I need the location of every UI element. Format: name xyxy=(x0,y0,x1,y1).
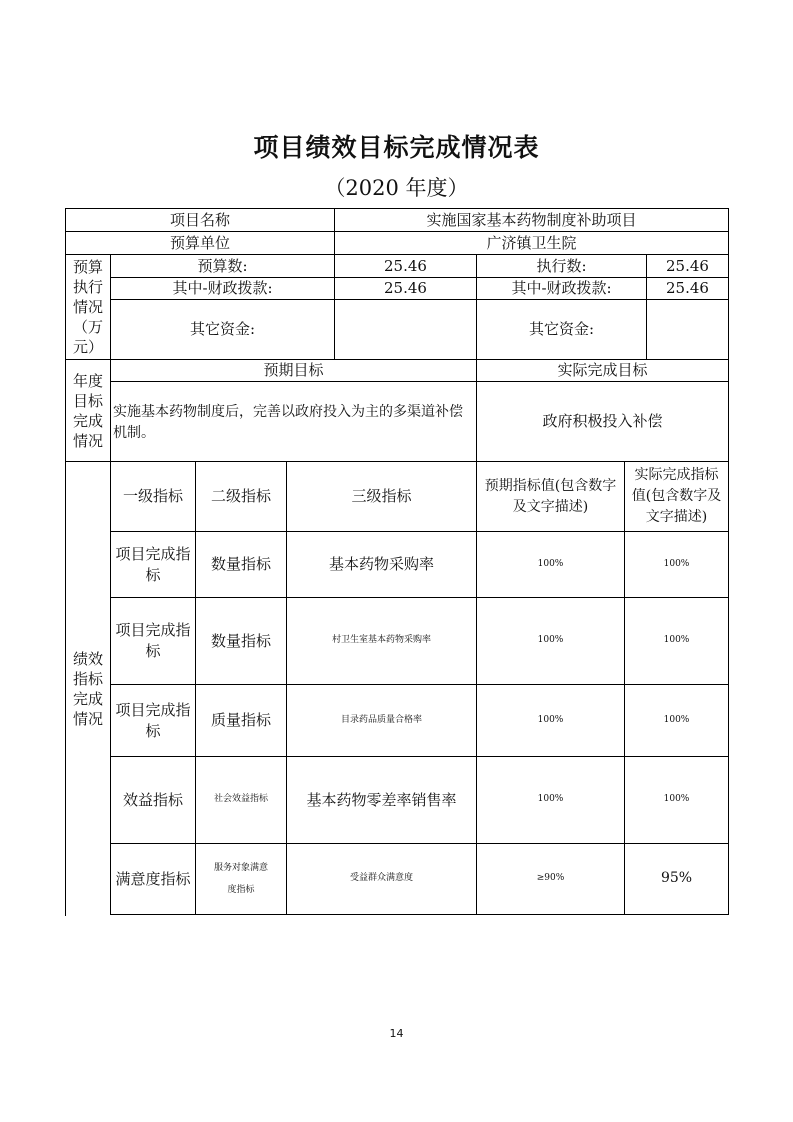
budget-amount-label: 预算数: xyxy=(197,256,248,275)
row-expected: 100% xyxy=(537,714,564,725)
actual-goal-text: 政府积极投入补偿 xyxy=(542,412,663,431)
row-level3: 基本药物采购率 xyxy=(328,555,434,574)
row-actual: 100% xyxy=(663,635,690,646)
budget-unit-label: 预算单位 xyxy=(169,233,230,252)
row-level2: 社会效益指标 xyxy=(213,794,268,805)
row-level1: 项目完成指标 xyxy=(115,544,191,584)
row-level3: 受益群众满意度 xyxy=(349,873,413,884)
project-name-value: 实施国家基本药物制度补助项目 xyxy=(426,210,637,229)
budget-amount-value: 25.46 xyxy=(384,256,427,275)
row-actual: 95% xyxy=(660,870,693,887)
perf-section-label: 绩效指标完成情况 xyxy=(72,649,103,728)
row-level1: 项目完成指标 xyxy=(115,621,191,660)
row-divider xyxy=(110,914,729,915)
table-border-right xyxy=(728,208,729,915)
row-level1: 项目完成指标 xyxy=(115,700,191,740)
fiscal-label-budget: 其中-财政拨款: xyxy=(172,279,273,298)
header-level2: 二级指标 xyxy=(210,487,271,506)
fiscal-label-exec: 其中-财政拨款: xyxy=(511,279,612,298)
row-level2: 服务对象满意度指标 xyxy=(214,863,269,895)
row-level3: 村卫生室基本药物采购率 xyxy=(331,635,431,646)
row-level3: 目录药品质量合格率 xyxy=(340,714,422,725)
actual-goal-header: 实际完成目标 xyxy=(557,361,648,380)
row-expected: ≥90% xyxy=(536,873,565,884)
expected-goal-text: 实施基本药物制度后，完善以政府投入为主的多渠道补偿机制。 xyxy=(113,404,463,441)
other-funds-label-exec: 其它资金: xyxy=(528,320,595,339)
expected-goal-header: 预期目标 xyxy=(263,361,324,380)
row-actual: 100% xyxy=(663,558,690,569)
row-level2: 质量指标 xyxy=(210,711,271,730)
row-level2: 数量指标 xyxy=(210,555,271,574)
fiscal-value-budget: 25.46 xyxy=(384,279,427,298)
page-number: 14 xyxy=(389,1027,404,1040)
row-actual: 100% xyxy=(663,794,690,805)
header-level1: 一级指标 xyxy=(122,487,183,506)
row-level3: 基本药物零差率销售率 xyxy=(306,790,457,809)
header-actual: 实际完成指标值(包含数字及文字描述) xyxy=(631,467,722,525)
row-expected: 100% xyxy=(537,635,564,646)
row-actual: 100% xyxy=(663,714,690,725)
row-level2: 数量指标 xyxy=(210,631,271,650)
row-expected: 100% xyxy=(537,794,564,805)
header-expected: 预期指标值(包含数字及文字描述) xyxy=(484,477,617,515)
exec-amount-value: 25.46 xyxy=(666,256,709,275)
project-name-label: 项目名称 xyxy=(169,210,230,229)
row-level1: 满意度指标 xyxy=(115,869,191,888)
page-title: 项目绩效目标完成情况表 xyxy=(253,133,540,162)
row-level1: 效益指标 xyxy=(122,790,183,809)
fiscal-value-exec: 25.46 xyxy=(666,279,709,298)
row-expected: 100% xyxy=(537,558,564,569)
other-funds-label-budget: 其它资金: xyxy=(189,320,256,339)
budget-unit-value: 广济镇卫生院 xyxy=(486,233,577,252)
budget-section-label: 预算执行情况（万元） xyxy=(72,258,103,356)
page-subtitle: （2020 年度） xyxy=(324,176,469,200)
header-level3: 三级指标 xyxy=(351,487,412,506)
exec-amount-label: 执行数: xyxy=(536,256,587,275)
annual-goal-label: 年度目标完成情况 xyxy=(72,371,103,450)
